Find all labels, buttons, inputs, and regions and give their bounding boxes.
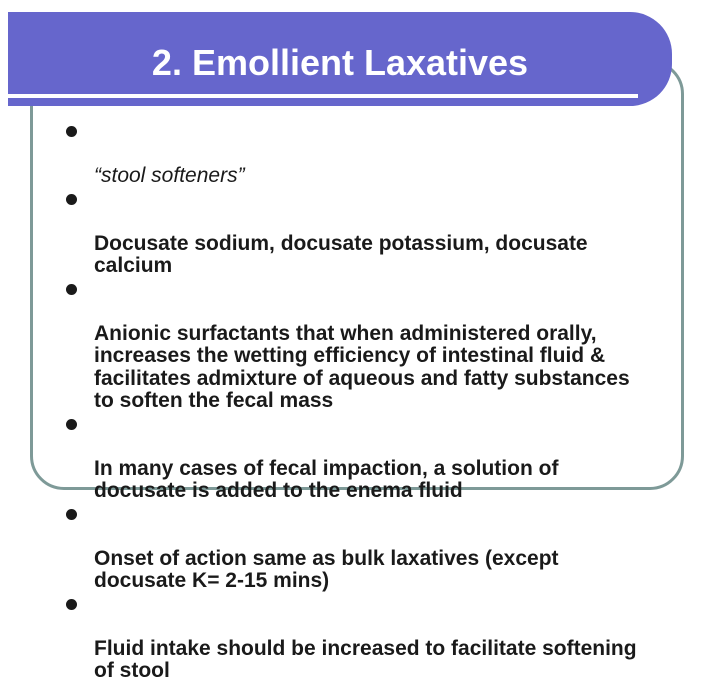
- bullet-dot-icon: [66, 419, 77, 430]
- bullet-dot-icon: [66, 599, 77, 610]
- bullet-text: Onset of action same as bulk laxatives (except docusate K= 2-15 mins): [94, 546, 559, 592]
- bullet-dot-icon: [66, 509, 77, 520]
- slide-title: 2. Emollient Laxatives: [151, 42, 529, 83]
- bullet-item: [66, 278, 716, 413]
- bullet-text: In many cases of fecal impaction, a solution of docusate is added to the enema fluid: [94, 456, 559, 502]
- bullet-item: [66, 503, 716, 593]
- bullet-text: “stool softeners”: [94, 164, 245, 187]
- title-underline: [8, 94, 638, 98]
- bullet-item: [66, 413, 716, 503]
- bullet-text: Fluid intake should be increased to facilitate softening of stool: [94, 636, 637, 682]
- bullet-list: [66, 120, 716, 683]
- bullet-dot-icon: [66, 284, 77, 295]
- bullet-item: [66, 120, 716, 188]
- title-bar: [8, 12, 672, 106]
- bullet-dot-icon: [66, 126, 77, 137]
- bullet-text: Anionic surfactants that when administered orally, increases the wetting efficiency of intestinal fluid & facilitates admixture of aqueous and fatty substances to soften the fecal mass: [94, 321, 630, 412]
- bullet-item: [66, 188, 716, 278]
- bullet-item: [66, 593, 716, 683]
- bullet-dot-icon: [66, 194, 77, 205]
- bullet-text: Docusate sodium, docusate potassium, docusate calcium: [94, 231, 588, 277]
